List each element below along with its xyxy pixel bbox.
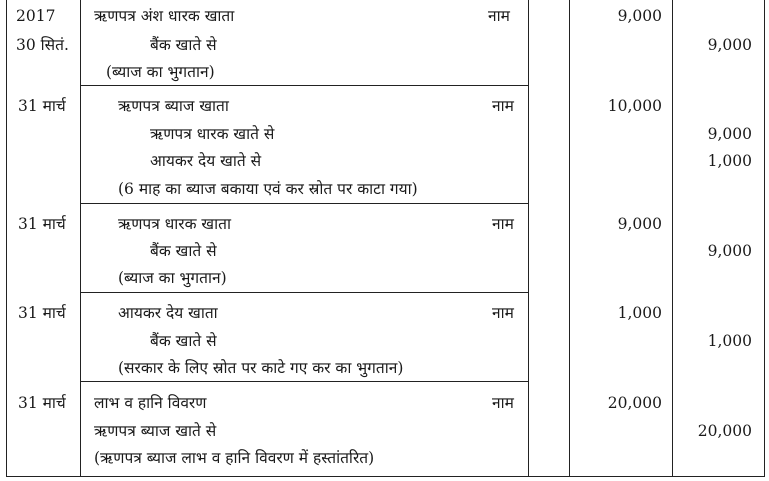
entry-date: 31 मार्च [18,304,66,322]
credit-amount: 1,000 [707,332,752,350]
credit-amount: 20,000 [697,422,752,440]
entry-date: 31 मार्च [18,215,66,233]
narration: (6 माह का ब्याज बकाया एवं कर स्रोत पर काटा गया) [118,180,418,198]
narration: (सरकार के लिए स्रोत पर काटे गए कर का भुगतान) [118,359,404,377]
entry-date-year: 2017 [16,7,56,25]
column-divider-debit [672,0,673,476]
debit-account: ऋणपत्र धारक खाता [118,215,231,233]
dr-label: नाम [488,7,510,25]
column-divider-date [80,0,81,476]
debit-amount: 20,000 [607,394,662,412]
dr-label: नाम [492,394,514,412]
credit-amount: 9,000 [707,36,752,54]
debit-account: लाभ व हानि विवरण [94,394,207,412]
credit-amount: 9,000 [707,125,752,143]
narration: (ऋणपत्र ब्याज लाभ व हानि विवरण में हस्तांतरित) [94,449,375,467]
debit-amount: 9,000 [617,215,662,233]
credit-account: बैंक खाते से [150,242,217,260]
entry-separator [80,203,528,204]
credit-amount: 1,000 [707,152,752,170]
credit-amount: 9,000 [707,242,752,260]
entry-date: 31 मार्च [18,97,66,115]
credit-account: आयकर देय खाते से [150,152,262,170]
column-divider-lf [569,0,570,476]
debit-amount: 10,000 [607,97,662,115]
debit-account: आयकर देय खाता [118,304,218,322]
debit-account: ऋणपत्र अंश धारक खाता [94,7,235,25]
credit-account: ऋणपत्र ब्याज खाते से [94,422,217,440]
narration: (ब्याज का भुगतान) [106,63,215,81]
entry-separator [80,85,528,86]
dr-label: नाम [492,215,514,233]
debit-account: ऋणपत्र ब्याज खाता [118,97,229,115]
dr-label: नाम [492,97,514,115]
column-divider-particulars [528,0,529,476]
credit-account: ऋणपत्र धारक खाते से [150,125,275,143]
entry-separator [80,292,528,293]
credit-account: बैंक खाते से [150,36,217,54]
entry-separator [80,381,528,382]
debit-amount: 1,000 [617,304,662,322]
entry-date: 30 सितं. [16,36,69,54]
narration: (ब्याज का भुगतान) [118,269,227,287]
dr-label: नाम [492,304,514,322]
credit-account: बैंक खाते से [150,332,217,350]
debit-amount: 9,000 [617,7,662,25]
entry-date: 31 मार्च [18,394,66,412]
